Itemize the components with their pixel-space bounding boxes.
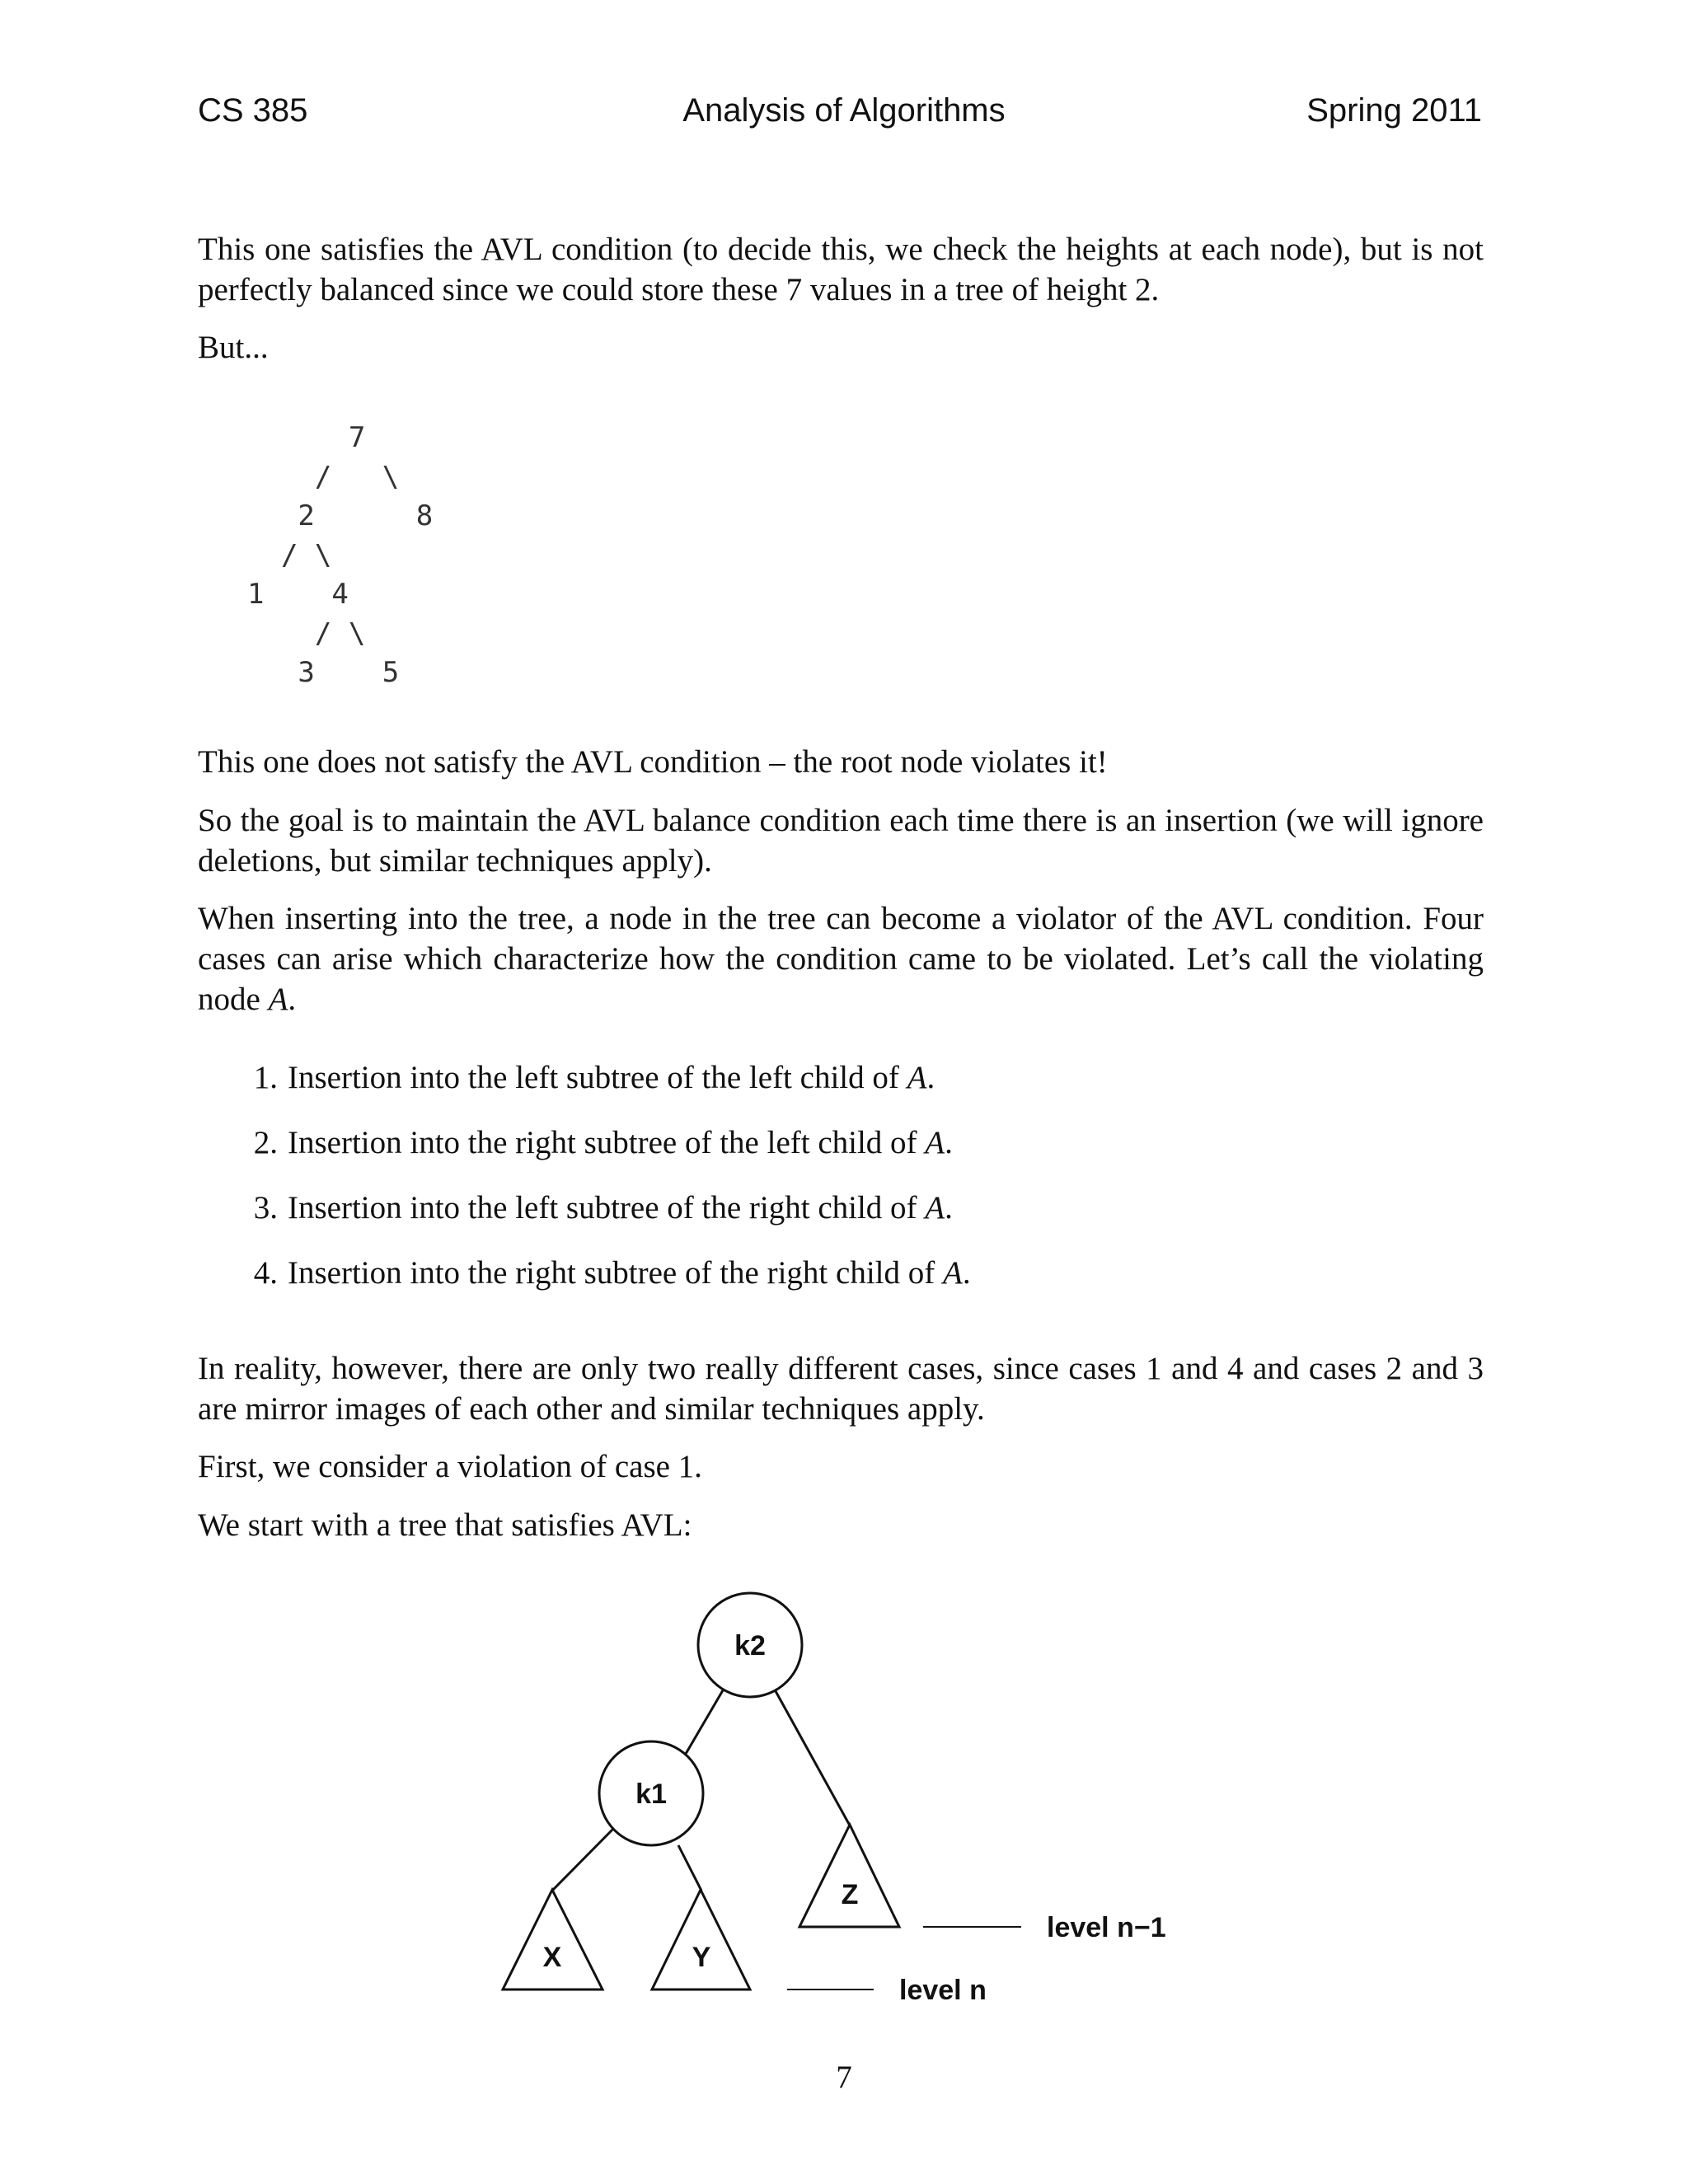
level-n-minus-1-label: level n−1 <box>1047 1912 1166 1943</box>
node-k1-label: k1 <box>635 1779 667 1810</box>
paragraph-case-one: First, we consider a violation of case 1. <box>198 1449 702 1484</box>
subtree-x-label: X <box>542 1942 562 1973</box>
page-number: 7 <box>836 2060 852 2095</box>
edge-k2-k1 <box>686 1690 723 1754</box>
node-k2-label: k2 <box>734 1630 766 1661</box>
ascii-tree-diagram: 7 / \ 2 8 / \ 1 4 / \ 3 5 <box>247 421 434 689</box>
subtree-y-label: Y <box>692 1942 711 1973</box>
paragraph-mirror-cases: In reality, however, there are only two really different cases, since cases 1 and 4 and cases 2 and 3 are mirror images of each other and similar techniques apply. <box>198 1351 1484 1427</box>
list-item: 3. Insertion into the left subtree of the right child of A. <box>253 1190 953 1226</box>
paragraph-avl-satisfied: This one satisfies the AVL condition (to decide this, we check the heights at each node), but is not perfectly balanced since we could store these 7 values in a tree of height 2. <box>198 232 1484 307</box>
paragraph-avl-violated: This one does not satisfy the AVL condition – the root node violates it! <box>198 744 1108 780</box>
subtree-x-triangle <box>503 1890 603 1990</box>
paragraph-goal: So the goal is to maintain the AVL balance condition each time there is an insertion (we will ignore deletions, but similar techniques apply). <box>198 803 1484 879</box>
var-a: A <box>268 982 288 1017</box>
header-course: CS 385 <box>198 92 308 129</box>
edge-k1-x <box>552 1828 614 1891</box>
list-item: 4. Insertion into the right subtree of the right child of A. <box>253 1255 971 1291</box>
list-item: 2. Insertion into the right subtree of the left child of A. <box>253 1125 953 1160</box>
list-item: 1. Insertion into the left subtree of the left child of A. <box>253 1060 935 1095</box>
paragraph-start-tree: We start with a tree that satisfies AVL: <box>198 1507 692 1543</box>
subtree-z-label: Z <box>841 1879 859 1910</box>
subtree-y-triangle <box>652 1890 750 1990</box>
subtree-z-triangle <box>799 1825 899 1927</box>
edge-k1-y <box>678 1845 701 1891</box>
paragraph-four-cases: When inserting into the tree, a node in the tree can become a violator of the AVL condition. Four cases can arise which characterize how the condition came to be violated. Let’s call the violating node A. <box>198 901 1484 1017</box>
paragraph-but: But... <box>198 330 269 365</box>
four-cases-text: When inserting into the tree, a node in the tree can become a violator of the AVL condition. Four cases can arise which characterize how the condition came to be violated. Let’s call the violating node <box>198 901 1484 1017</box>
edge-k2-z <box>776 1691 850 1825</box>
level-n-label: level n <box>899 1975 987 2006</box>
header-term: Spring 2011 <box>1306 92 1482 129</box>
header-title: Analysis of Algorithms <box>682 92 1006 129</box>
